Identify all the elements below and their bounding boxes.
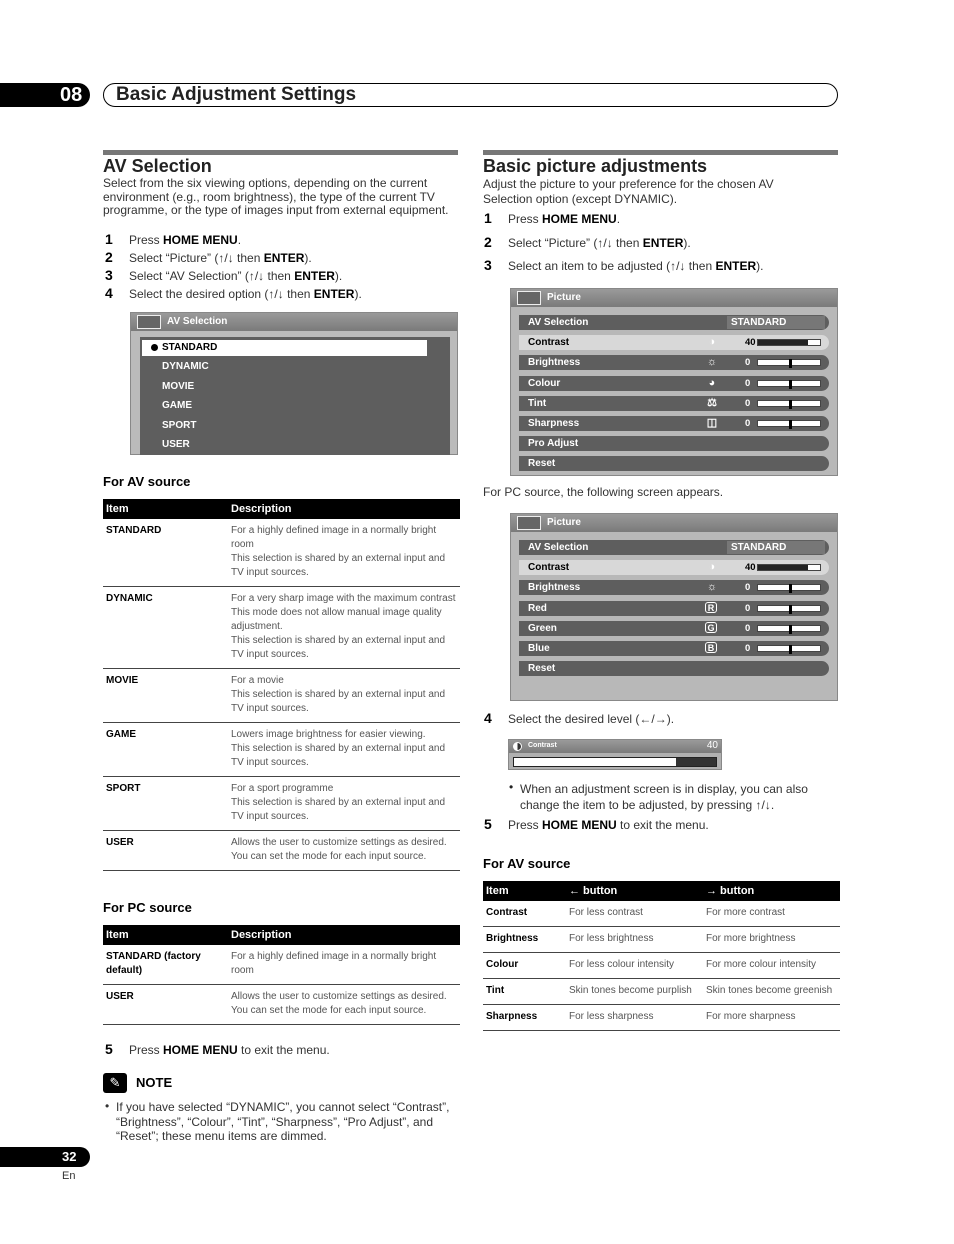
table-header: ← button — [566, 881, 703, 901]
slider-marker — [789, 400, 792, 409]
osd-row-contrast[interactable] — [519, 560, 829, 575]
osd-row-label: AV Selection — [528, 542, 589, 553]
item-cell: GAME — [103, 723, 228, 777]
basic-picture-intro: Adjust the picture to your preference for the chosen AV Selection option (except DYNAMIC). — [483, 177, 774, 206]
table-header: Item — [103, 925, 228, 945]
osd-row-label: Brightness — [528, 582, 581, 594]
osd-row-label: Red — [528, 602, 547, 614]
contrast-bar-fill — [514, 758, 676, 766]
osd-row-slider[interactable] — [757, 400, 821, 407]
osd-row-slider[interactable] — [757, 605, 821, 612]
description-cell: For a highly defined image in a normally bright room — [228, 945, 460, 985]
osd-row-av-selection[interactable] — [519, 540, 829, 555]
step-text: Press HOME MENU. — [129, 233, 242, 247]
osd-row-reset[interactable] — [519, 661, 829, 676]
chapter-title: Basic Adjustment Settings — [103, 83, 838, 107]
adjust-bullet: • — [509, 780, 514, 794]
osd-row-contrast[interactable] — [519, 335, 829, 350]
osd-row-slider[interactable] — [757, 380, 821, 387]
left-button-cell: For less colour intensity — [566, 953, 703, 979]
osd-row-label: Reset — [528, 458, 556, 470]
step-text: Press HOME MENU. — [508, 212, 621, 226]
step-number: 1 — [105, 231, 113, 247]
description-cell: For a sport programme This selection is shared by an external input and TV input sources. — [228, 777, 460, 831]
table-row — [483, 901, 840, 927]
step-text: Select “AV Selection” (↑/↓ then ENTER). — [129, 269, 343, 283]
slider-marker — [789, 380, 792, 389]
table-row — [483, 953, 840, 979]
adjust-icon: ◑ — [708, 336, 716, 349]
slider-marker — [789, 420, 792, 429]
av-selection-intro: Select from the six viewing options, depending on the current environment (e.g., room brightness), the type of the current TV programme, or the type of images input from external equipment. — [103, 176, 449, 217]
step-number: 4 — [105, 285, 113, 301]
left-button-cell: Skin tones become purplish — [566, 979, 703, 1005]
table-row — [483, 979, 840, 1005]
osd-row-reset[interactable] — [519, 456, 829, 471]
av-option-user[interactable]: USER — [162, 439, 190, 450]
table-row — [103, 669, 460, 723]
left-button-cell: For less brightness — [566, 927, 703, 953]
right-button-cell: For more contrast — [703, 901, 840, 927]
osd-row-tint[interactable] — [519, 396, 829, 411]
osd-row-brightness[interactable] — [519, 355, 829, 370]
description-cell: For a movie This selection is shared by an external input and TV input sources. — [228, 669, 460, 723]
contrast-bar-value: 40 — [706, 740, 718, 751]
step-number: 3 — [484, 257, 492, 273]
osd-row-value: 40 — [745, 562, 756, 574]
av-option-dynamic[interactable]: DYNAMIC — [162, 361, 209, 373]
adjust-icon: ◕ — [708, 376, 716, 389]
item-cell: USER — [103, 985, 228, 1025]
osd-row-slider[interactable] — [757, 359, 821, 366]
section-title-av-selection: AV Selection — [103, 156, 212, 176]
slider-marker — [789, 359, 792, 368]
picture-osd-av — [510, 288, 838, 476]
osd-row-colour[interactable] — [519, 376, 829, 391]
osd-row-slider[interactable] — [757, 625, 821, 632]
item-cell: Sharpness — [483, 1005, 566, 1031]
b-letter-icon: B — [705, 642, 717, 653]
pc-source-table — [103, 925, 460, 1025]
chapter-number: 08 — [0, 83, 90, 107]
av-option-movie[interactable]: MOVIE — [162, 380, 195, 392]
right-button-cell: For more sharpness — [703, 1005, 840, 1031]
step-text: Select the desired level (←/→). — [508, 712, 675, 726]
item-cell: DYNAMIC — [103, 587, 228, 669]
av-selection-value: STANDARD — [727, 541, 825, 554]
osd-row-label: AV Selection — [528, 317, 589, 328]
adjust-icon: ◫ — [706, 417, 718, 429]
osd-row-slider[interactable] — [757, 584, 821, 591]
av-source-table — [103, 499, 460, 871]
adjust-icon: ◑ — [708, 561, 716, 574]
osd-row-label: Colour — [528, 377, 561, 389]
contrast-adjust-bar — [508, 739, 722, 770]
table-header: Item — [103, 499, 228, 519]
step-text: Press HOME MENU to exit the menu. — [129, 1043, 330, 1057]
item-cell: SPORT — [103, 777, 228, 831]
osd-row-av-selection[interactable] — [519, 315, 829, 330]
table-header: Item — [483, 881, 566, 901]
step-number: 2 — [105, 249, 113, 265]
osd-row-value: 40 — [745, 337, 756, 349]
table-header: Description — [228, 925, 460, 945]
g-letter-icon: G — [705, 622, 717, 633]
description-cell: For a highly defined image in a normally bright room This selection is shared by an external input and TV input sources. — [228, 519, 460, 587]
table-header: Description — [228, 499, 460, 519]
item-cell: USER — [103, 831, 228, 871]
right-button-cell: For more brightness — [703, 927, 840, 953]
osd-row-slider[interactable] — [757, 339, 821, 346]
osd-row-label: Reset — [528, 663, 556, 675]
step-number: 5 — [484, 816, 492, 832]
osd-row-slider[interactable] — [757, 564, 821, 571]
table-header: → button — [703, 881, 840, 901]
osd-row-value: 0 — [745, 418, 751, 429]
table-row — [103, 723, 460, 777]
osd-row-label: Blue — [528, 643, 550, 654]
right-button-cell: Skin tones become greenish — [703, 979, 840, 1005]
step-text: Select “Picture” (↑/↓ then ENTER). — [129, 251, 312, 265]
step-number: 1 — [484, 210, 492, 226]
note-text: If you have selected “DYNAMIC”, you cannot select “Contrast”, “Brightness”, “Colour”, “Tint”, “Sharpness”, “Pro Adjust”, and “Reset”; these menu items are dimmed. — [116, 1100, 450, 1143]
step-number: 3 — [105, 267, 113, 283]
adjust-icon: ☼ — [706, 581, 718, 594]
osd-row-slider[interactable] — [757, 420, 821, 427]
picture-icon — [517, 516, 541, 530]
osd-header: Picture — [511, 514, 837, 532]
osd-row-blue[interactable] — [519, 641, 829, 656]
description-cell: Allows the user to customize settings as desired. You can set the mode for each input source. — [228, 831, 460, 871]
item-cell: Brightness — [483, 927, 566, 953]
av-selection-list — [140, 337, 450, 455]
right-av-source-heading: For AV source — [483, 856, 571, 871]
step-number: 5 — [105, 1041, 113, 1057]
page-language: En — [62, 1170, 76, 1182]
item-cell: Colour — [483, 953, 566, 979]
osd-row-value: 0 — [745, 643, 751, 654]
item-cell: Contrast — [483, 901, 566, 927]
av-selection-value: STANDARD — [727, 316, 825, 329]
picture-icon — [517, 291, 541, 305]
selected-bullet-icon — [151, 344, 158, 351]
section-bar — [103, 150, 458, 155]
osd-row-label: Pro Adjust — [528, 438, 579, 450]
step-number: 2 — [484, 234, 492, 250]
left-button-cell: For less contrast — [566, 901, 703, 927]
osd-row-pro-adjust[interactable] — [519, 436, 829, 451]
contrast-bar-track — [513, 757, 717, 767]
item-cell: MOVIE — [103, 669, 228, 723]
slider-marker — [789, 584, 792, 593]
page-number: 32 — [0, 1147, 90, 1167]
osd-row-label: Contrast — [528, 337, 570, 349]
av-option-game[interactable]: GAME — [162, 400, 192, 412]
left-button-cell: For less sharpness — [566, 1005, 703, 1031]
pc-source-heading: For PC source — [103, 900, 192, 915]
table-row — [103, 587, 460, 669]
step-number: 4 — [484, 710, 492, 726]
table-row — [103, 519, 460, 587]
osd-row-sharpness[interactable] — [519, 416, 829, 431]
description-cell: Lowers image brightness for easier viewing. This selection is shared by an external input and TV input sources. — [228, 723, 460, 777]
slider-marker — [789, 625, 792, 634]
slider-marker — [789, 605, 792, 614]
osd-header: AV Selection — [131, 313, 457, 331]
osd-header: Picture — [511, 289, 837, 307]
step-text: Select an item to be adjusted (↑/↓ then ENTER). — [508, 259, 764, 273]
slider-fill — [758, 565, 808, 570]
item-cell: STANDARD (factory default) — [103, 945, 228, 985]
step-text: Select the desired option (↑/↓ then ENTER). — [129, 287, 362, 301]
osd-row-label: Tint — [528, 397, 547, 409]
av-source-heading: For AV source — [103, 474, 191, 489]
contrast-bar-label: Contrast — [528, 742, 557, 749]
osd-row-brightness[interactable] — [519, 580, 829, 595]
table-row — [103, 777, 460, 831]
adjust-icon: ☼ — [706, 356, 718, 369]
table-row — [483, 1005, 840, 1031]
osd-row-value: 0 — [745, 357, 751, 369]
right-button-cell: For more colour intensity — [703, 953, 840, 979]
slider-fill — [758, 340, 808, 345]
table-row — [103, 985, 460, 1025]
step-text: Press HOME MENU to exit the menu. — [508, 818, 709, 832]
step-text: Select “Picture” (↑/↓ then ENTER). — [508, 236, 691, 250]
table-row — [483, 927, 840, 953]
adjust-bullet-text: When an adjustment screen is in display, you can also change the item to be adjusted, by pressing ↑/↓. — [520, 782, 808, 812]
osd-row-value: 0 — [745, 622, 751, 634]
table-row — [103, 945, 460, 985]
osd-row-label: Sharpness — [528, 418, 580, 429]
osd-row-value: 0 — [745, 582, 751, 594]
osd-row-label: Contrast — [528, 562, 570, 574]
adjust-icon: ⚖ — [707, 396, 717, 409]
av-option-sport[interactable]: SPORT — [162, 419, 197, 431]
section-title-basic-picture: Basic picture adjustments — [483, 156, 708, 176]
osd-row-value: 0 — [745, 397, 751, 409]
button-table — [483, 881, 840, 1031]
osd-row-label: Brightness — [528, 357, 581, 369]
note-bullet: • — [105, 1099, 110, 1113]
r-letter-icon: R — [705, 602, 717, 613]
table-row — [103, 831, 460, 871]
picture-osd-pc — [510, 513, 838, 701]
note-pencil-icon: ✎ — [103, 1073, 127, 1093]
picture-icon — [137, 315, 161, 329]
contrast-icon — [513, 742, 522, 751]
osd-row-value: 0 — [745, 377, 751, 389]
item-cell: STANDARD — [103, 519, 228, 587]
osd-row-red[interactable] — [519, 601, 829, 616]
slider-marker — [789, 645, 792, 654]
av-option-standard[interactable]: STANDARD — [162, 342, 218, 353]
osd-row-label: Green — [528, 622, 557, 634]
osd-row-value: 0 — [745, 602, 751, 614]
section-bar — [483, 150, 838, 155]
description-cell: For a very sharp image with the maximum contrast This mode does not allow manual image quality adjustment. This selection is shared by an external input and TV input sources. — [228, 587, 460, 669]
description-cell: Allows the user to customize settings as desired. You can set the mode for each input source. — [228, 985, 460, 1025]
item-cell: Tint — [483, 979, 566, 1005]
pc-source-note: For PC source, the following screen appears. — [483, 485, 724, 499]
osd-row-green[interactable] — [519, 621, 829, 636]
osd-row-slider[interactable] — [757, 645, 821, 652]
note-title: NOTE — [136, 1075, 173, 1090]
